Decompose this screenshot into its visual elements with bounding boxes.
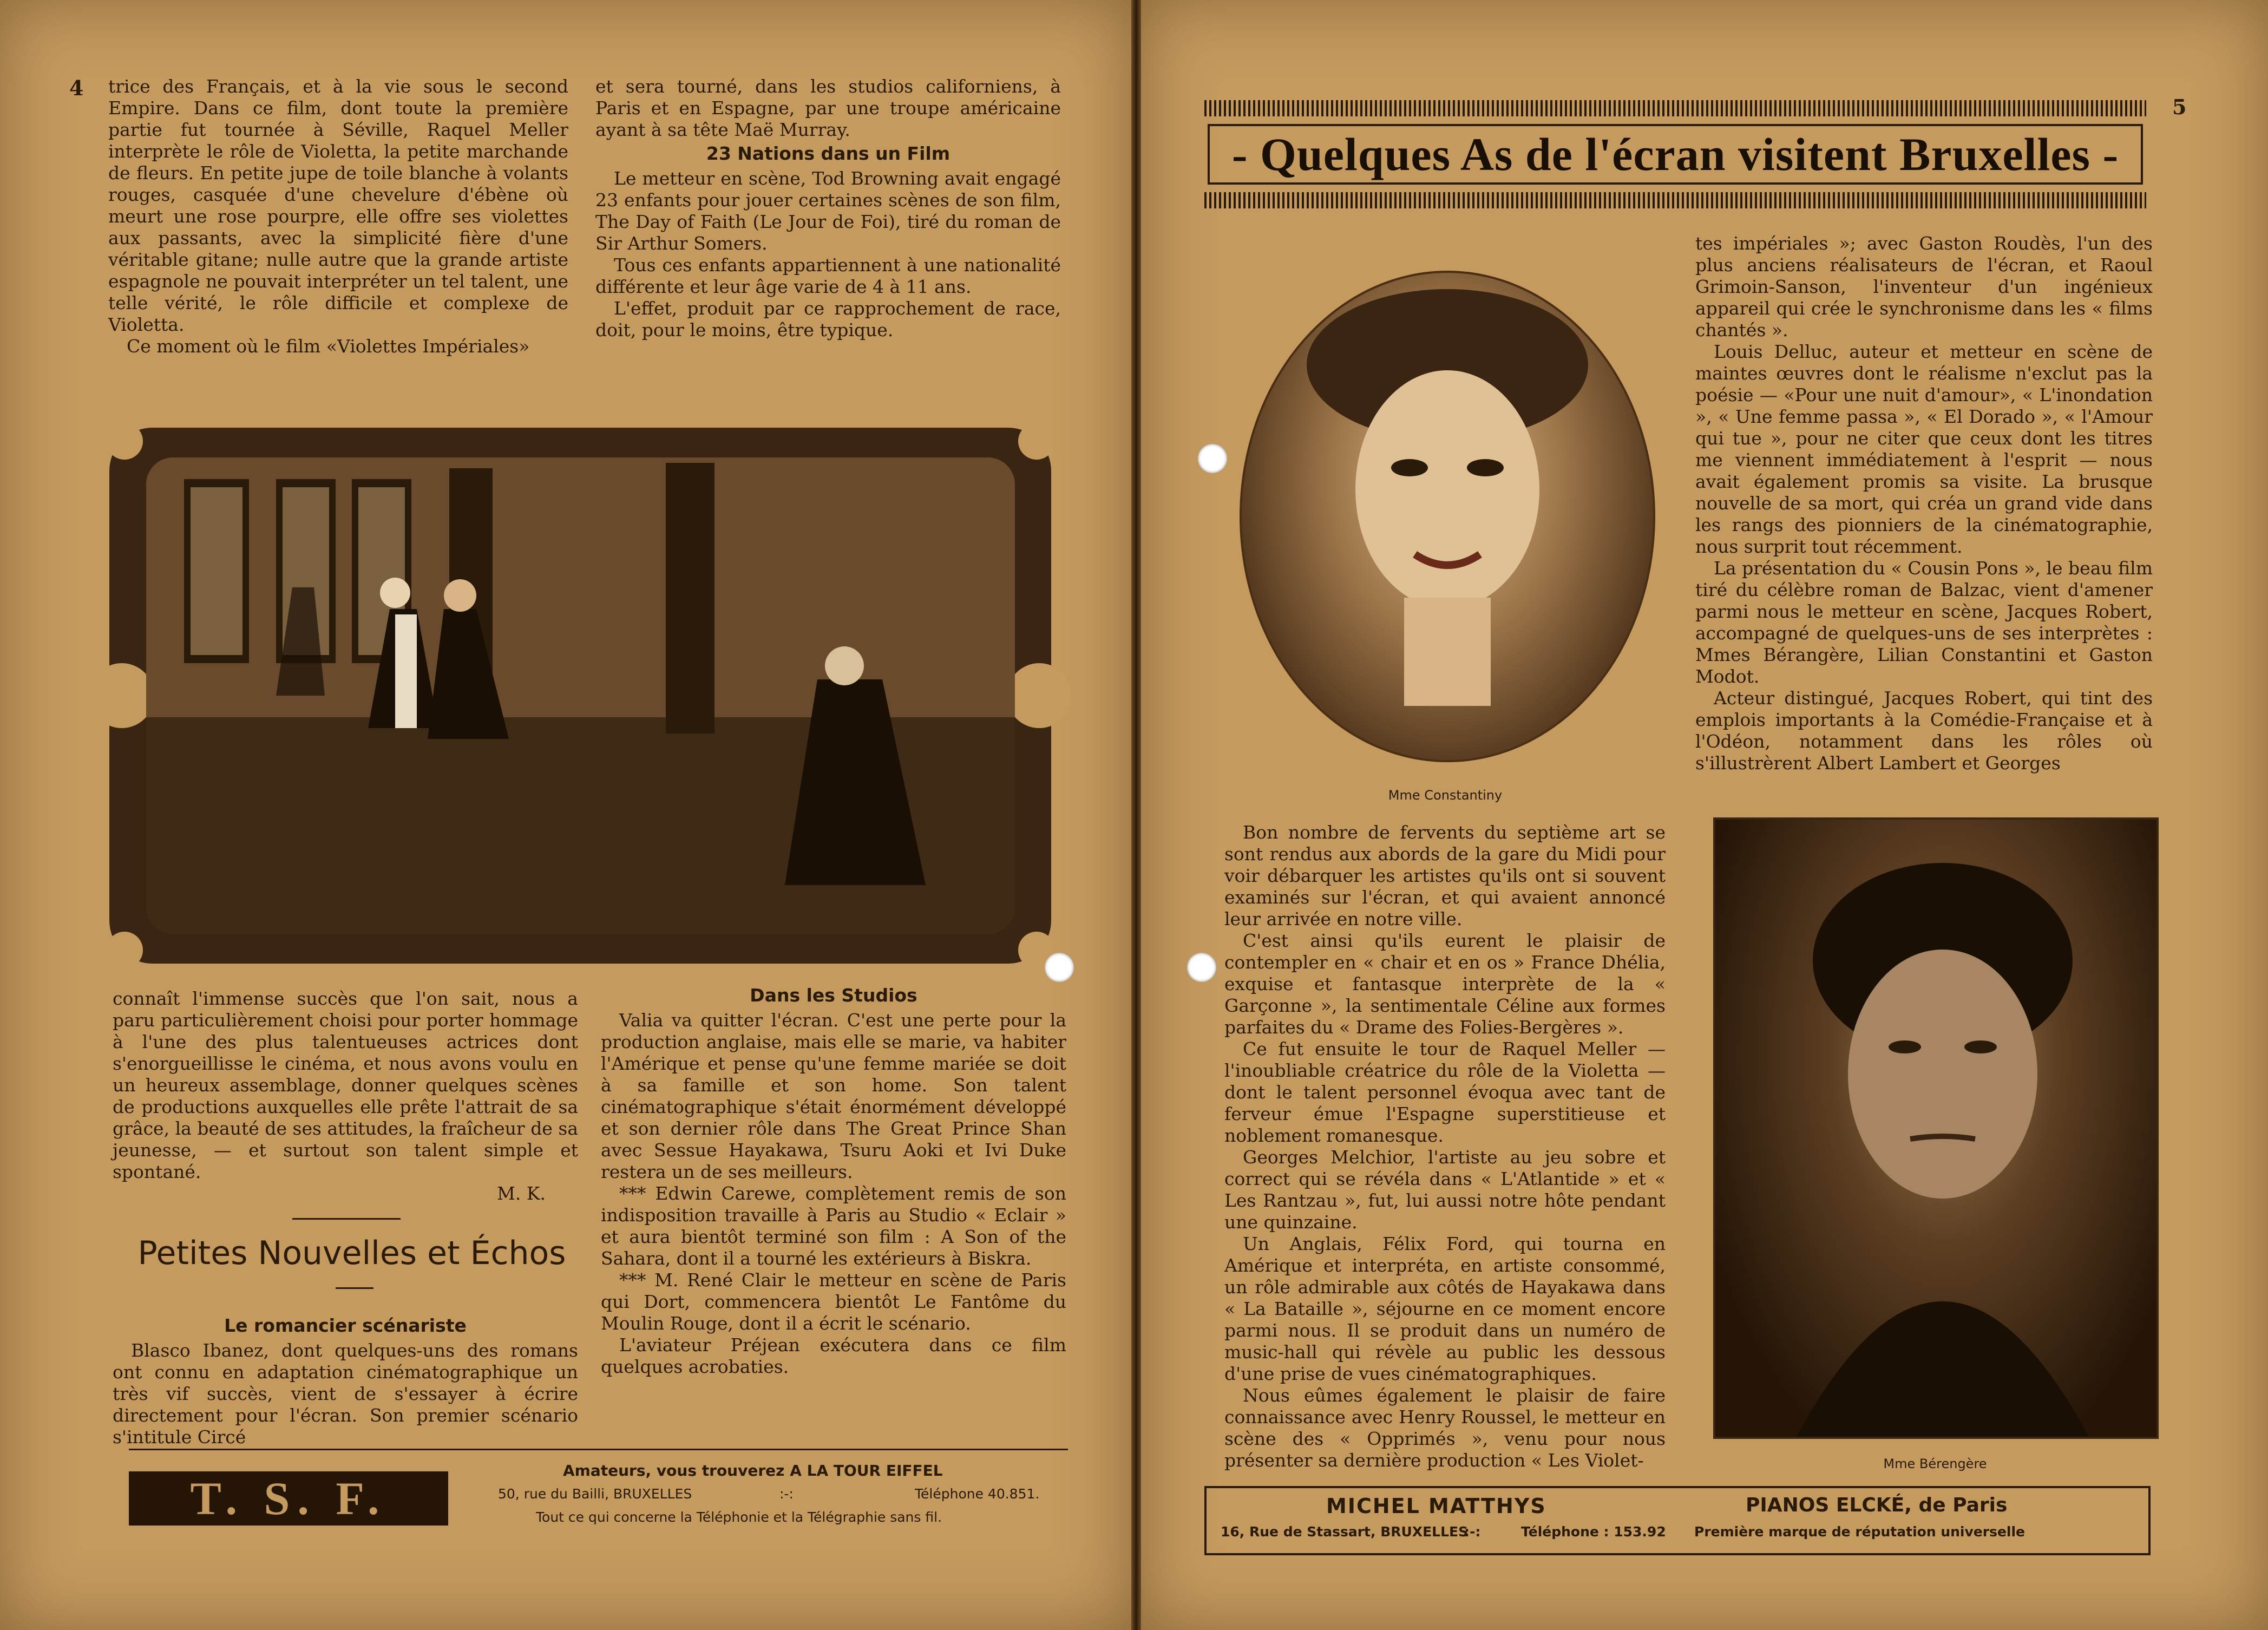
paragraph: Louis Delluc, auteur et metteur en scène de maintes œuvres dont le réalisme n'exclut pas la poésie — «Pour une nuit d'amour», « L'inondation », « Une femme passa », « El Dorado », « l'Amour qui tue », pour ne citer que ceux dont les titres me viennent immédiatement à l'esprit — nous avait également promis sa visite. La brusque nouvelle de sa mort, qui créa un grand vide dans les rangs des pionniers de la cinématographie, nous surprit tout récemment.: [1695, 341, 2153, 557]
paragraph: Nous eûmes également le plaisir de faire connaissance avec Henry Roussel, le metteur en scène des « Opprimés », venu pour nous présenter sa dernière production « Les Violet-: [1224, 1385, 1666, 1471]
paragraph: Acteur distingué, Jacques Robert, qui tint des emplois importants à la Comédie-Française et à l'Odéon, notamment dans les rôles où s'illustrèrent Albert Lambert et Georges: [1695, 688, 2153, 774]
paragraph: *** Edwin Carewe, complètement remis de son indisposition travaille à Paris au Studio « Eclair » et aura bientôt terminé son film : A Son of the Sahara, dont il a tourné les extérieurs à Biskra.: [601, 1183, 1066, 1269]
paragraph: L'aviateur Préjean exécutera dans ce film quelques acrobaties.: [601, 1334, 1066, 1377]
heading-romancier: Le romancier scénariste: [224, 1315, 467, 1336]
article-col-middle: [1224, 822, 1666, 1471]
ad-phone: Téléphone 40.851.: [915, 1486, 1040, 1502]
ad-separator: :-:: [1464, 1524, 1481, 1540]
paragraph: L'effet, produit par ce rapprochement de race, doit, pour le moins, être typique.: [595, 298, 1061, 341]
paragraph: Georges Melchior, l'artiste au jeu sobre et correct qui se révéla dans « L'Atlantide » et « Les Rantzau », fut, lui aussi notre hôte pendant une quinzaine.: [1224, 1147, 1666, 1233]
punch-hole: [1198, 444, 1227, 473]
portrait-rect-photo: [1713, 817, 2159, 1439]
paragraph: connaît l'immense succès que l'on sait, nous a paru particulièrement choisi pour porter hommage à l'une des plus talentueuses actrices dont s'enorgueillisse le cinéma, et nous avons voulu en un heureux assemblage, donner quelques scènes de productions auxquelles elle prête l'attrait de sa grâce, la beauté de ses attitudes, la fraîcheur de sa jeunesse, — et surtout son talent simple et spontané.: [113, 988, 578, 1182]
ad-line1: Amateurs, vous trouverez A LA TOUR EIFFEL: [563, 1462, 943, 1480]
page-number-left: 4: [69, 76, 84, 100]
ad-address: 50, rue du Bailli, BRUXELLES: [498, 1486, 692, 1502]
paragraph: La présentation du « Cousin Pons », le beau film tiré du célèbre roman de Balzac, vient d'amener parmi nous le metteur en scène, Jacques Robert, accompagné de quelques-uns de ses interprètes : Mmes Bérangère, Lilian Constantini et Gaston Modot.: [1695, 558, 2153, 687]
paragraph: Le metteur en scène, Tod Browning avait engagé 23 enfants pour jouer certaines scènes de son film, The Day of Faith (Le Jour de Foi), tiré du roman de Sir Arthur Somers.: [595, 168, 1061, 254]
ad-pianos-elcke: PIANOS ELCKÉ, de Paris: [1746, 1494, 2008, 1516]
ad-phone-matthys: Téléphone : 153.92: [1521, 1524, 1666, 1540]
paragraph: trice des Français, et à la vie sous le second Empire. Dans ce film, dont toute la première partie fut tournée à Séville, Raquel Meller interprète le rôle de Violetta, la petite marchande de fleurs. En petite jupe de toile blanche à volants rouges, casquée d'une chevelure d'ébène où meurt une rose pourpre, elle offre ses violettes aux passants, avec la simplicité fière d'une véritable gitane; nulle autre que la grande artiste espagnole ne pouvait interpréter un tel talent, une telle vérité, le rôle difficile et complexe de Violetta.: [108, 76, 568, 335]
paragraph: Tous ces enfants appartiennent à une nationalité différente et leur âge varie de 4 à 11 ans.: [595, 254, 1061, 297]
page-number-right: 5: [2172, 95, 2187, 119]
title-banner: [1204, 100, 2146, 208]
punch-hole: [1187, 953, 1216, 982]
paragraph: C'est ainsi qu'ils eurent le plaisir de contempler en « chair et en os » France Dhélia, exquise et fantasque interprète de la « Garçonne », la sentimentale Céline aux formes parfaites du « Drame des Folies-Bergères ».: [1224, 930, 1666, 1038]
banner-stripe-bottom: [1204, 192, 2146, 208]
article-col-right-top: [1695, 233, 2153, 774]
ad-tagline: Première marque de réputation universelle: [1694, 1524, 2025, 1540]
banner-stripe-top: [1204, 100, 2146, 116]
paragraph: *** M. René Clair le metteur en scène de Paris qui Dort, commencera bientôt Le Fantôme du Moulin Rouge, dont il a écrit le scénario.: [601, 1269, 1066, 1334]
divider-ornament: [292, 1218, 401, 1220]
book-gutter: [1131, 0, 1141, 1630]
paragraph: Blasco Ibanez, dont quelques-uns des romans ont connu en adaptation cinématographique un très vif succès, vient de s'essayer à écrire directement pour l'écran. Son premier scénario s'intitule Circé: [113, 1340, 578, 1448]
heading-dans-les-studios: Dans les Studios: [750, 985, 917, 1006]
tsf-logo: T. S. F.: [129, 1471, 448, 1526]
divider-ornament: [336, 1287, 373, 1289]
paragraph: Ce moment où le film «Violettes Impériales»: [127, 336, 530, 357]
ad-line3: Tout ce qui concerne la Téléphonie et la Télégraphie sans fil.: [536, 1509, 942, 1525]
ad-top-rule: [129, 1449, 1068, 1450]
section-title-petites-nouvelles: Petites Nouvelles et Échos: [137, 1234, 566, 1272]
film-still-photo: [146, 457, 1015, 934]
portrait-oval-photo: [1240, 271, 1655, 762]
paragraph: Un Anglais, Félix Ford, qui tourna en Amérique et interpréta, en artiste consommé, un rôle admirable aux côtés de Hayakawa dans « La Bataille », séjourne en ce moment encore parmi nous. Il se produit dans un numéro de music-hall qui révèle au public les dessous d'une prise de vues cinématographiques.: [1224, 1233, 1666, 1384]
paragraph: Bon nombre de fervents du septième art se sont rendus aux abords de la gare du Midi pour voir débarquer les artistes qu'ils ont si souvent examinés sur l'écran, et qui avaient annoncé leur arrivée en notre ville.: [1224, 822, 1666, 929]
signature: M. K.: [497, 1183, 546, 1204]
ad-separator: :-:: [779, 1486, 794, 1502]
paragraph: Ce fut ensuite le tour de Raquel Meller — l'inoubliable créatrice du rôle de la Violetta — dont le talent personnel évoqua avec tant de ferveur émue l'Espagne superstitieuse et noblement romanesque.: [1224, 1038, 1666, 1146]
ad-address-stassart: 16, Rue de Stassart, BRUXELLES: [1221, 1524, 1469, 1540]
scene-illustration: [146, 457, 1015, 934]
heading-23-nations: 23 Nations dans un Film: [706, 143, 951, 164]
paragraph: Valia va quitter l'écran. C'est une perte pour la production anglaise, mais elle se marie, va habiter l'Amérique et pense qu'une femme mariée se doit à sa famille et son home. Son talent cinématographique s'était énormément développé et son dernier rôle dans The Great Prince Shan avec Sessue Hayakawa, Tsuru Aoki et Ivi Duke restera un de ses meilleurs.: [601, 1010, 1066, 1182]
portrait-illustration: [1242, 273, 1653, 760]
caption-rect: Mme Bérengère: [1883, 1456, 1987, 1471]
paragraph: tes impériales »; avec Gaston Roudès, l'un des plus anciens réalisateurs de l'écran, et Raoul Grimoin-Sanson, l'inventeur d'un ingénieux appareil qui crée le synchronisme dans les « films chantés ».: [1695, 233, 2153, 341]
article-studios: [601, 983, 1066, 1378]
article-romancier: [113, 1313, 578, 1448]
paragraph: et sera tourné, dans les studios californiens, à Paris et en Espagne, par une troupe américaine ayant à sa tête Maë Murray.: [595, 76, 1061, 140]
left-page: [0, 0, 1131, 1630]
caption-oval: Mme Constantiny: [1388, 788, 1503, 803]
portrait-illustration: [1715, 820, 2156, 1437]
banner-title: - Quelques As de l'écran visitent Bruxelles -: [1208, 124, 2143, 185]
punch-hole: [1045, 953, 1074, 982]
ad-michel-matthys: MICHEL MATTHYS: [1326, 1494, 1546, 1518]
article-col1-bottom: [113, 988, 578, 1205]
